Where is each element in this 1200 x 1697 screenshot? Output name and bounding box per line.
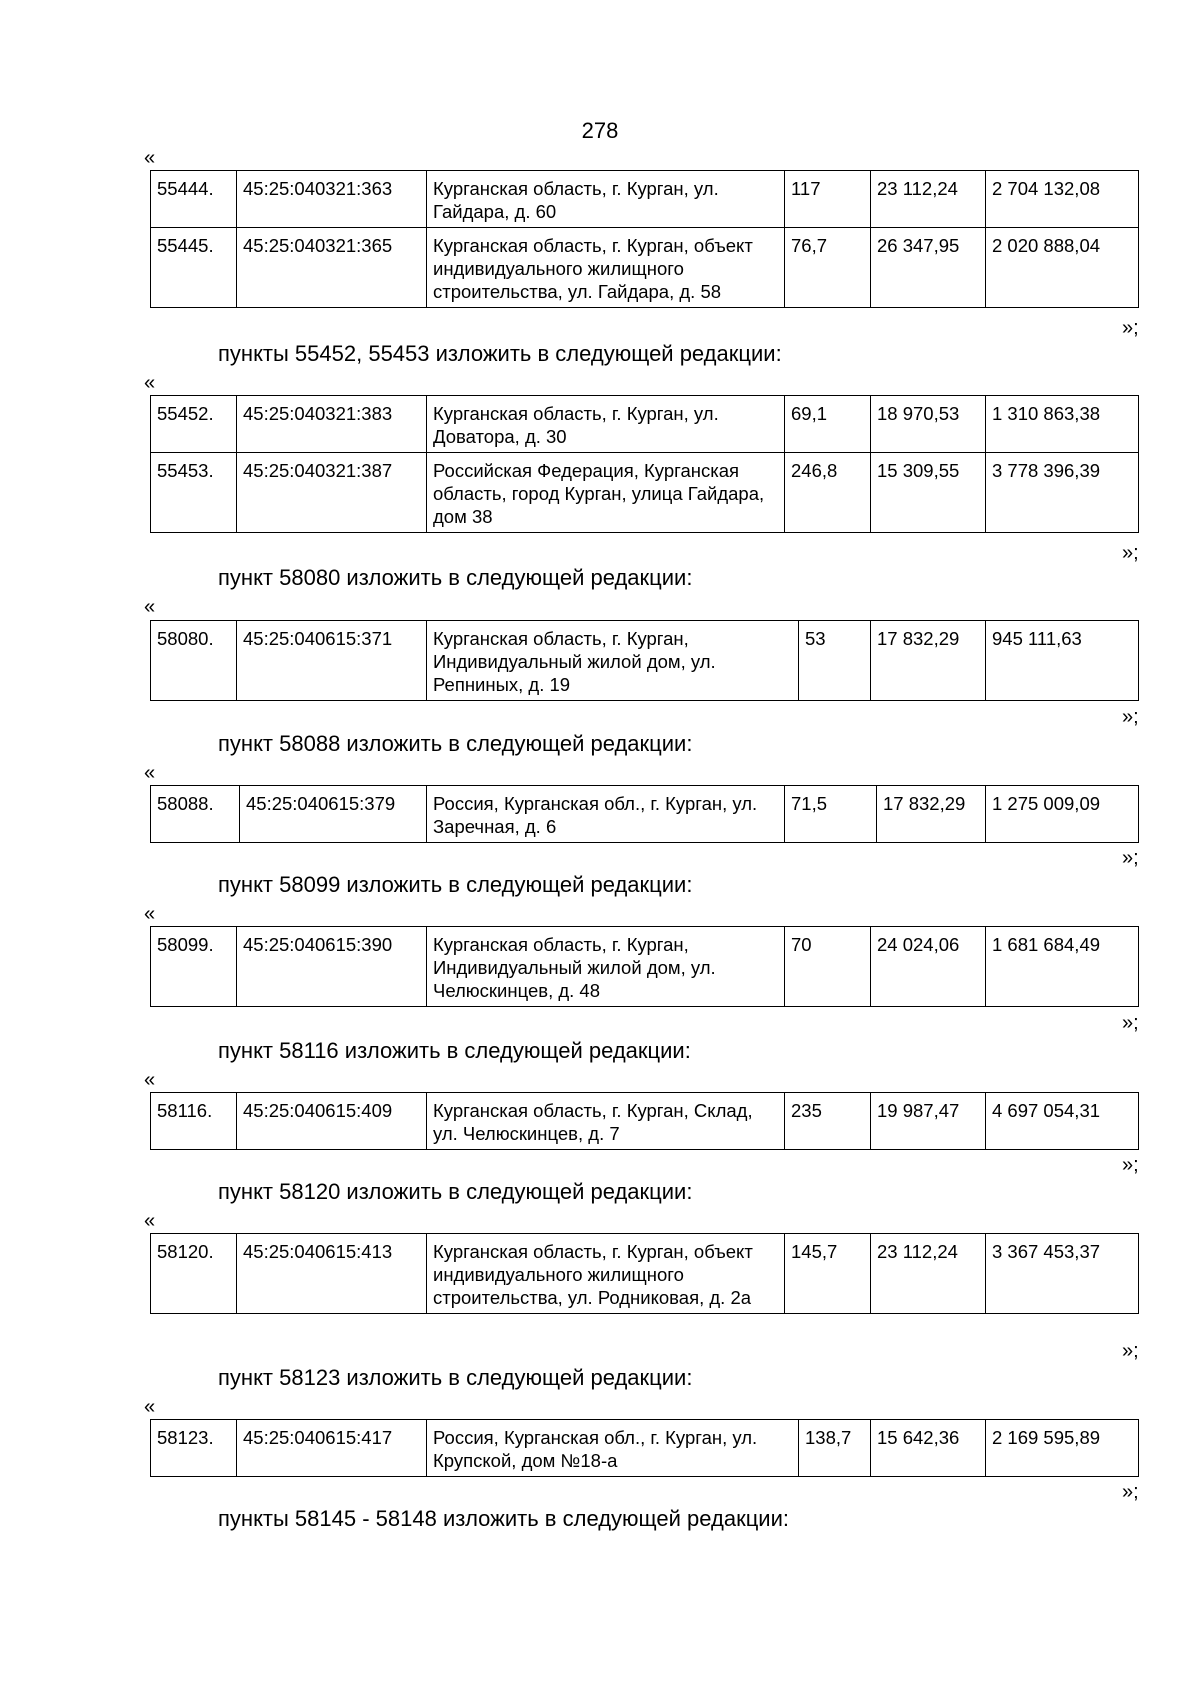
- address: Курганская область, г. Курган, объект индивидуального жилищного строительства, ул. Родниковая, д. 2а: [427, 1234, 785, 1314]
- cadastral-value: 2 169 595,89: [986, 1420, 1139, 1477]
- opening-quote: «: [144, 596, 156, 618]
- area: 71,5: [785, 786, 877, 843]
- amendment-instruction: пункт 58116 изложить в следующей редакции:: [218, 1038, 691, 1063]
- table-row: [151, 171, 1139, 228]
- page-number: 278: [581, 118, 619, 143]
- item-number: 58123.: [151, 1420, 237, 1477]
- opening-quote: «: [144, 1069, 156, 1091]
- amendment-instruction: пункт 58088 изложить в следующей редакции:: [218, 731, 693, 756]
- closing-quote: »;: [1122, 542, 1139, 564]
- closing-quote: »;: [1122, 1012, 1139, 1034]
- item-number: 55453.: [151, 453, 237, 533]
- area: 117: [785, 171, 871, 228]
- specific-value: 18 970,53: [871, 396, 986, 453]
- cadastral-table: [150, 1092, 1139, 1150]
- cadastral-value: 3 778 396,39: [986, 453, 1139, 533]
- item-number: 58116.: [151, 1093, 237, 1150]
- table-row: [151, 228, 1139, 308]
- cadastral-table: [150, 1233, 1139, 1314]
- item-number: 58120.: [151, 1234, 237, 1314]
- amendment-instruction: пункт 58120 изложить в следующей редакции:: [218, 1179, 693, 1204]
- cadastral-number: 45:25:040615:390: [237, 927, 427, 1007]
- cadastral-number: 45:25:040615:413: [237, 1234, 427, 1314]
- address: Курганская область, г. Курган, Индивидуальный жилой дом, ул. Репниных, д. 19: [427, 621, 799, 701]
- cadastral-table: [150, 395, 1139, 533]
- amendment-instruction: пункт 58080 изложить в следующей редакции:: [218, 565, 693, 590]
- address: Российская Федерация, Курганская область, город Курган, улица Гайдара, дом 38: [427, 453, 785, 533]
- cadastral-table: [150, 170, 1139, 308]
- area: 246,8: [785, 453, 871, 533]
- area: 69,1: [785, 396, 871, 453]
- address: Курганская область, г. Курган, Индивидуальный жилой дом, ул. Челюскинцев, д. 48: [427, 927, 785, 1007]
- opening-quote: «: [144, 1396, 156, 1418]
- address: Курганская область, г. Курган, ул. Доватора, д. 30: [427, 396, 785, 453]
- specific-value: 17 832,29: [877, 786, 986, 843]
- item-number: 58080.: [151, 621, 237, 701]
- closing-quote: »;: [1122, 1481, 1139, 1503]
- cadastral-value: 2 020 888,04: [986, 228, 1139, 308]
- area: 53: [799, 621, 871, 701]
- address: Курганская область, г. Курган, ул. Гайдара, д. 60: [427, 171, 785, 228]
- table-row: [151, 1234, 1139, 1314]
- cadastral-value: 3 367 453,37: [986, 1234, 1139, 1314]
- area: 235: [785, 1093, 871, 1150]
- area: 70: [785, 927, 871, 1007]
- opening-quote: «: [144, 372, 156, 394]
- closing-quote: »;: [1122, 1340, 1139, 1362]
- closing-quote: »;: [1122, 847, 1139, 869]
- closing-quote: »;: [1122, 1154, 1139, 1176]
- cadastral-value: 1 310 863,38: [986, 396, 1139, 453]
- item-number: 55444.: [151, 171, 237, 228]
- closing-quote: »;: [1122, 317, 1139, 339]
- specific-value: 15 309,55: [871, 453, 986, 533]
- closing-quote: »;: [1122, 706, 1139, 728]
- item-number: 55452.: [151, 396, 237, 453]
- cadastral-value: 2 704 132,08: [986, 171, 1139, 228]
- cadastral-value: 1 681 684,49: [986, 927, 1139, 1007]
- specific-value: 15 642,36: [871, 1420, 986, 1477]
- table-row: [151, 786, 1139, 843]
- address: Курганская область, г. Курган, объект индивидуального жилищного строительства, ул. Гайдара, д. 58: [427, 228, 785, 308]
- specific-value: 24 024,06: [871, 927, 986, 1007]
- table-row: [151, 1420, 1139, 1477]
- cadastral-value: 4 697 054,31: [986, 1093, 1139, 1150]
- address: Россия, Курганская обл., г. Курган, ул. Заречная, д. 6: [427, 786, 785, 843]
- amendment-instruction: пункт 58123 изложить в следующей редакции:: [218, 1365, 693, 1390]
- cadastral-value: 945 111,63: [986, 621, 1139, 701]
- cadastral-table: [150, 926, 1139, 1007]
- specific-value: 23 112,24: [871, 171, 986, 228]
- cadastral-number: 45:25:040321:365: [237, 228, 427, 308]
- address: Россия, Курганская обл., г. Курган, ул. Крупской, дом №18-а: [427, 1420, 799, 1477]
- cadastral-table: [150, 1419, 1139, 1477]
- cadastral-number: 45:25:040615:409: [237, 1093, 427, 1150]
- opening-quote: «: [144, 903, 156, 925]
- item-number: 55445.: [151, 228, 237, 308]
- opening-quote: «: [144, 1210, 156, 1232]
- area: 145,7: [785, 1234, 871, 1314]
- table-row: [151, 927, 1139, 1007]
- cadastral-table: [150, 785, 1139, 843]
- opening-quote: «: [144, 762, 156, 784]
- final-instruction: пункты 58145 - 58148 изложить в следующей редакции:: [218, 1506, 790, 1531]
- cadastral-number: 45:25:040321:383: [237, 396, 427, 453]
- table-row: [151, 396, 1139, 453]
- specific-value: 17 832,29: [871, 621, 986, 701]
- cadastral-number: 45:25:040615:379: [240, 786, 427, 843]
- specific-value: 26 347,95: [871, 228, 986, 308]
- cadastral-number: 45:25:040321:387: [237, 453, 427, 533]
- cadastral-value: 1 275 009,09: [986, 786, 1139, 843]
- cadastral-number: 45:25:040321:363: [237, 171, 427, 228]
- amendment-instruction: пункт 58099 изложить в следующей редакции:: [218, 872, 693, 897]
- cadastral-number: 45:25:040615:371: [237, 621, 427, 701]
- address: Курганская область, г. Курган, Склад, ул. Челюскинцев, д. 7: [427, 1093, 785, 1150]
- opening-quote: «: [144, 147, 156, 169]
- table-row: [151, 621, 1139, 701]
- specific-value: 19 987,47: [871, 1093, 986, 1150]
- area: 76,7: [785, 228, 871, 308]
- cadastral-table: [150, 620, 1139, 701]
- cadastral-number: 45:25:040615:417: [237, 1420, 427, 1477]
- table-row: [151, 1093, 1139, 1150]
- table-row: [151, 453, 1139, 533]
- area: 138,7: [799, 1420, 871, 1477]
- item-number: 58099.: [151, 927, 237, 1007]
- item-number: 58088.: [151, 786, 240, 843]
- specific-value: 23 112,24: [871, 1234, 986, 1314]
- amendment-instruction: пункты 55452, 55453 изложить в следующей редакции:: [218, 341, 782, 366]
